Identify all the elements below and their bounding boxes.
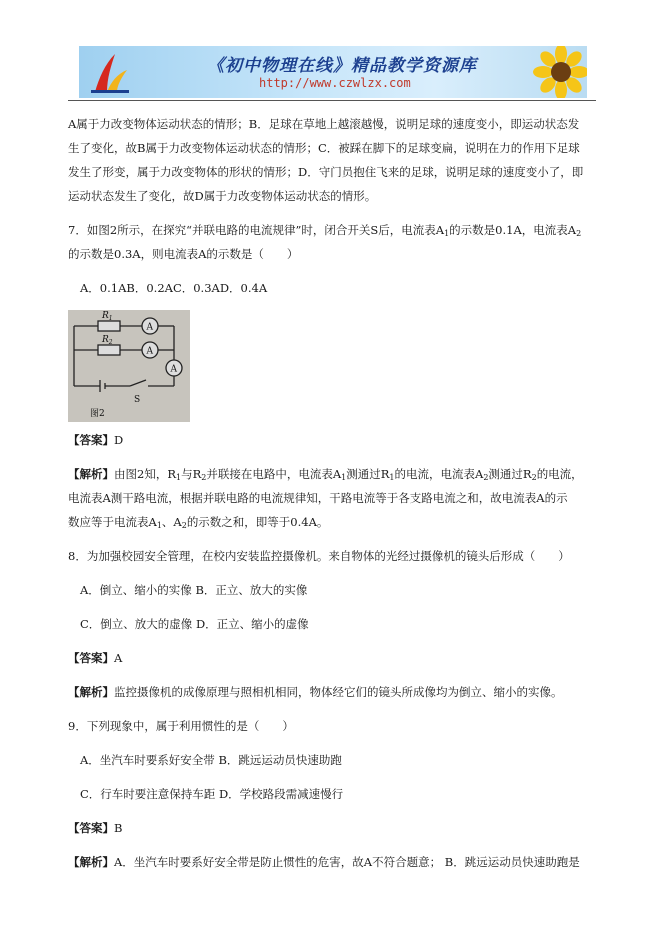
question-8-options: A．倒立、缩小的实像 B．正立、放大的实像 — [80, 583, 308, 597]
question-9-analysis: 【解析】A．坐汽车时要系好安全带是防止惯性的危害，故A不符合题意； B．跳远运动员快速助跑是 — [68, 855, 580, 869]
question-7-analysis: 数应等于电流表$A_1$、$A_2$的示数之和，即等于0.4A。 — [68, 515, 329, 530]
question-9-stem: 9．下列现象中，属于利用惯性的是（ ） — [68, 719, 294, 733]
header-rule — [68, 100, 596, 101]
question-9-answer: 【答案】B — [68, 821, 123, 835]
resistor-r1-label: $R_1$ — [102, 311, 113, 322]
intro-line: 生了变化，故B属于力改变物体运动状态的情形；C．被踩在脚下的足球变扁，说明在力的作用下足球 — [68, 141, 580, 155]
ammeter-a-label: A — [170, 364, 177, 375]
question-8-answer: 【答案】A — [68, 651, 123, 665]
sunflower-icon — [531, 46, 587, 98]
question-7-analysis: 【解析】由图2知，$R_1$与$R_2$并联接在电路中，电流表$A_1$测通过$R_1$的电流，电流表$A_2$测通过$R_2$的电流， — [68, 467, 583, 482]
banner-url[interactable]: http://www.czwlzx.com — [259, 76, 411, 90]
document-body — [68, 112, 596, 874]
header-banner — [79, 46, 587, 98]
switch-label: S — [134, 395, 141, 405]
question-7-options: A．0.1AB．0.2AC．0.3AD．0.4A — [80, 281, 268, 295]
question-8-options: C．倒立、放大的虚像 D．正立、缩小的虚像 — [80, 617, 309, 631]
question-8-analysis: 【解析】监控摄像机的成像原理与照相机相同，物体经它们的镜头所成像均为倒立、缩小的实像。 — [68, 685, 563, 699]
ammeter-a1-label: A — [146, 322, 153, 333]
intro-line: 运动状态发生了变化，故D属于力改变物体运动状态的情形。 — [68, 189, 377, 203]
figure-caption: 图2 — [90, 409, 105, 419]
question-9-options: C．行车时要注意保持车距 D．学校路段需减速慢行 — [80, 787, 344, 801]
intro-line: A属于力改变物体运动状态的情形；B．足球在草地上越滚越慢，说明足球的速度变小，即运动状态发 — [68, 117, 580, 131]
question-9-options: A．坐汽车时要系好安全带 B．跳远运动员快速助跑 — [80, 753, 342, 767]
circuit-diagram — [68, 310, 190, 422]
resistor-r2-label: $R_2$ — [102, 335, 113, 346]
circuit-figure — [68, 310, 190, 422]
question-8-stem: 8．为加强校园安全管理，在校内安装监控摄像机。来自物体的光经过摄像机的镜头后形成（ ） — [68, 549, 570, 563]
site-logo — [85, 48, 133, 96]
banner-title: 《初中物理在线》精品教学资源库 — [207, 56, 477, 76]
ammeter-a2-label: A — [146, 346, 153, 357]
question-7-stem: 7．如图2所示，在探究“并联电路的电流规律”时，闭合开关S后，电流表$A_1$的示数是0.1A，电流表$A_2$ — [68, 223, 582, 238]
question-7-analysis: 电流表A测干路电流，根据并联电路的电流规律知，干路电流等于各支路电流之和，故电流表A的示 — [68, 491, 568, 505]
question-7-answer: 【答案】D — [68, 433, 124, 447]
question-7-stem: 的示数是0.3A，则电流表A的示数是（ ） — [68, 247, 299, 261]
intro-line: 发生了形变，属于力改变物体的形状的情形；D．守门员抱住飞来的足球，说明足球的速度变小了，即 — [68, 165, 584, 179]
